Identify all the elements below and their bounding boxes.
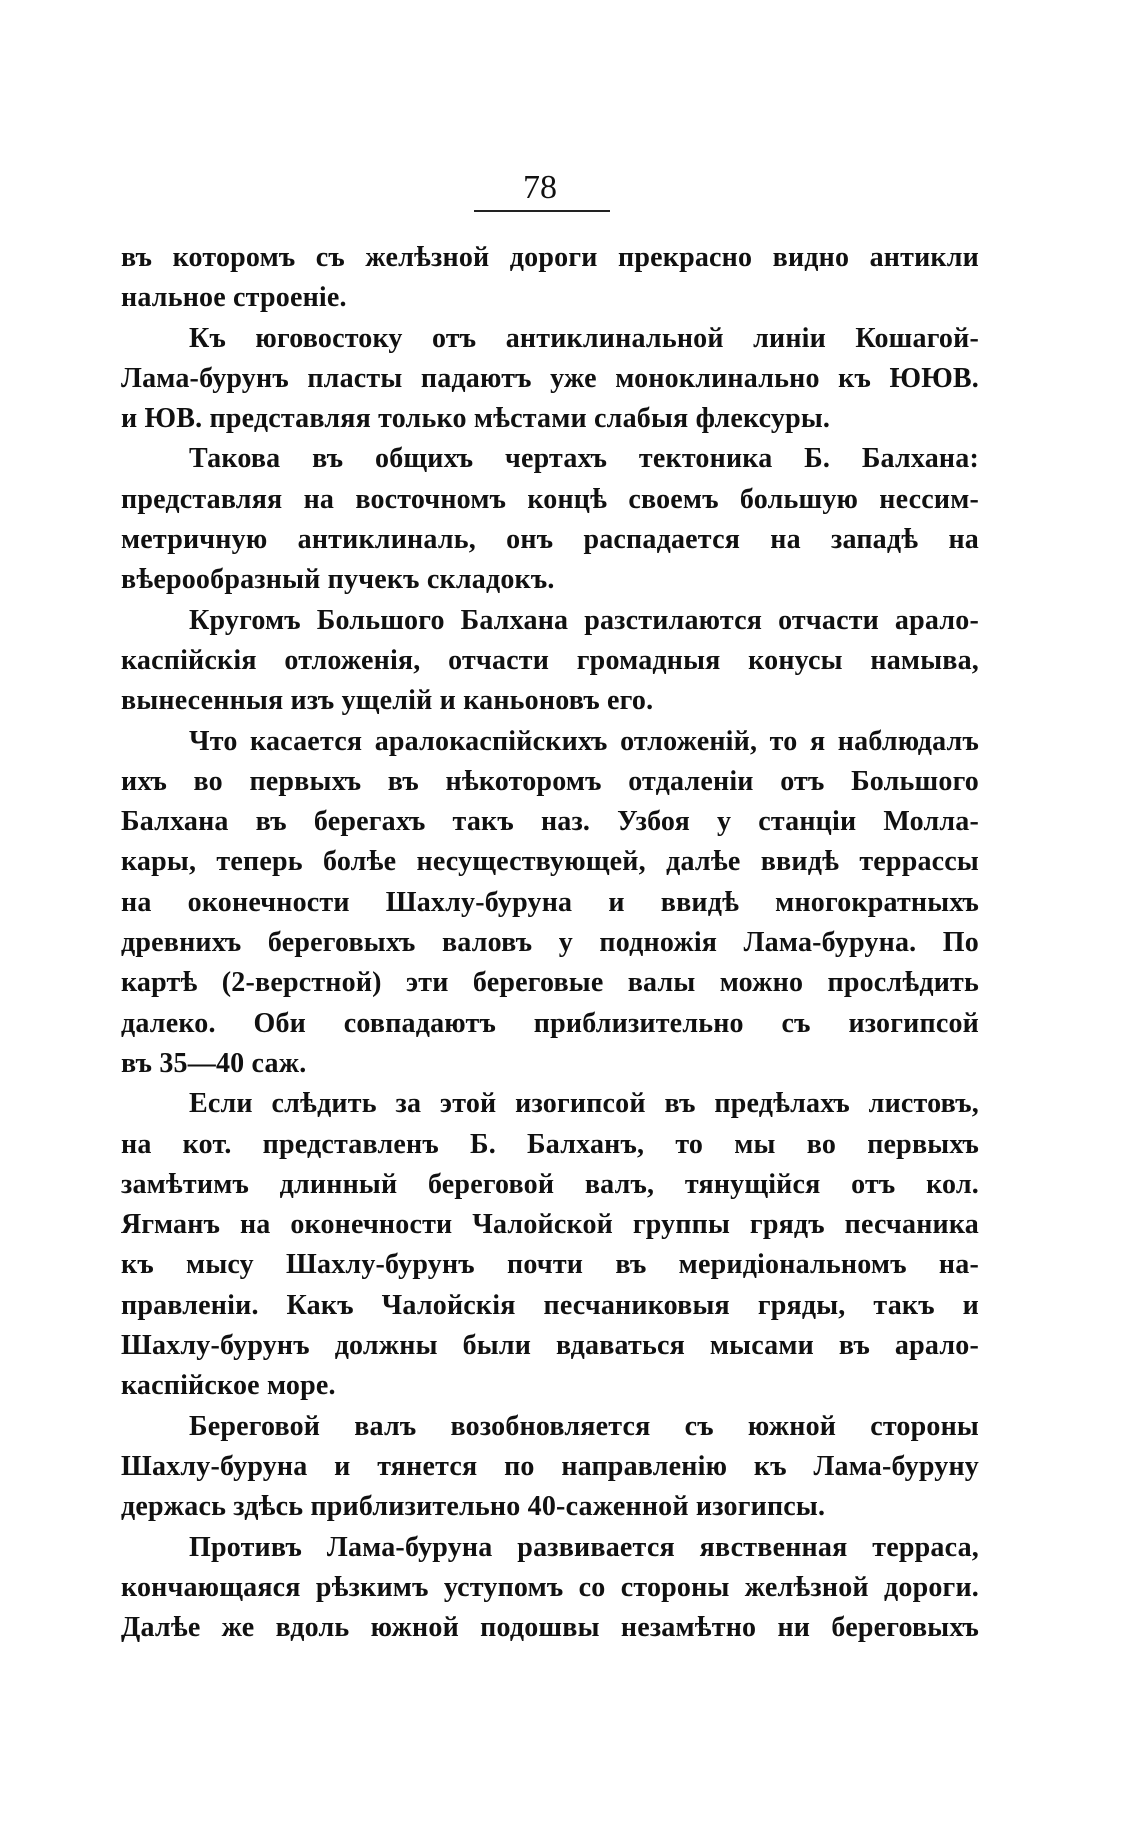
text-line: Такова въ общихъ чертахъ тектоника Б. Балхана: <box>189 443 979 475</box>
text-line: держась здѣсь приблизительно 40-саженной изогипсы. <box>121 1491 826 1523</box>
text-line: кары, теперь болѣе несуществующей, далѣе ввидѣ террассы <box>121 846 979 878</box>
text-line: Если слѣдить за этой изогипсой въ предѣлахъ листовъ, <box>189 1088 979 1120</box>
text-line: картѣ (2-верстной) эти береговые валы можно прослѣдить <box>121 967 979 999</box>
text-line: Лама-бурунъ пласты падаютъ уже моноклинально къ ЮЮВ. <box>121 362 979 394</box>
text-line: вѣерообразный пучекъ складокъ. <box>121 564 555 596</box>
text-line: Далѣе же вдоль южной подошвы незамѣтно ни береговыхъ <box>121 1612 979 1644</box>
text-line: въ 35—40 саж. <box>121 1047 307 1079</box>
page-number-underline <box>474 210 610 212</box>
text-line: Что касается аралокаспійскихъ отложеній, то я наблюдалъ <box>189 725 979 757</box>
text-body <box>121 238 979 1648</box>
text-line: далеко. Оби совпадаютъ приблизительно съ изогипсой <box>121 1007 979 1039</box>
text-line: въ которомъ съ желѣзной дороги прекрасно видно антикли <box>121 242 979 273</box>
text-line: къ мысу Шахлу-бурунъ почти въ меридіональномъ на- <box>121 1249 979 1281</box>
text-line: и ЮВ. представляя только мѣстами слабыя флексуры. <box>121 403 831 435</box>
text-line: вынесенныя изъ ущелій и каньоновъ его. <box>121 685 654 717</box>
text-line: Береговой валъ возобновляется съ южной стороны <box>189 1410 979 1442</box>
text-line: Шахлу-бурунъ должны были вдаваться мысами въ арало- <box>121 1330 979 1362</box>
text-line: Балхана въ берегахъ такъ наз. Узбоя у станціи Молла- <box>121 806 979 838</box>
page-number: 78 <box>523 169 557 206</box>
text-line: каспійское море. <box>121 1370 336 1402</box>
text-line: замѣтимъ длинный береговой валъ, тянущійся отъ кол. <box>121 1168 979 1200</box>
text-line: ихъ во первыхъ въ нѣкоторомъ отдаленіи отъ Большого <box>121 765 979 797</box>
text-line: нальное строеніе. <box>121 282 347 314</box>
text-line: кончающаяся рѣзкимъ уступомъ со стороны желѣзной дороги. <box>121 1571 979 1603</box>
text-line: Шахлу-буруна и тянется по направленію къ Лама-буруну <box>121 1450 979 1482</box>
text-line: представляя на восточномъ концѣ своемъ большую нессим- <box>121 483 979 515</box>
text-line: на оконечности Шахлу-буруна и ввидѣ многократныхъ <box>121 886 979 918</box>
text-line: Кругомъ Большого Балхана разстилаются отчасти арало- <box>189 604 979 636</box>
text-line: на кот. представленъ Б. Балханъ, то мы во первыхъ <box>121 1128 979 1160</box>
text-line: метричную антиклиналь, онъ распадается на западѣ на <box>121 524 979 556</box>
text-line: каспійскія отложенія, отчасти громадныя конусы намыва, <box>121 644 979 676</box>
text-line: древнихъ береговыхъ валовъ у подножія Лама-буруна. По <box>121 927 979 959</box>
text-line: Къ юговостоку отъ антиклинальной линіи Кошагой- <box>189 322 979 354</box>
text-line: Противъ Лама-буруна развивается явственная терраса, <box>189 1531 979 1563</box>
text-line: правленіи. Какъ Чалойскія песчаниковыя гряды, такъ и <box>121 1289 979 1321</box>
text-line: Ягманъ на оконечности Чалойской группы грядъ песчаника <box>121 1209 979 1241</box>
